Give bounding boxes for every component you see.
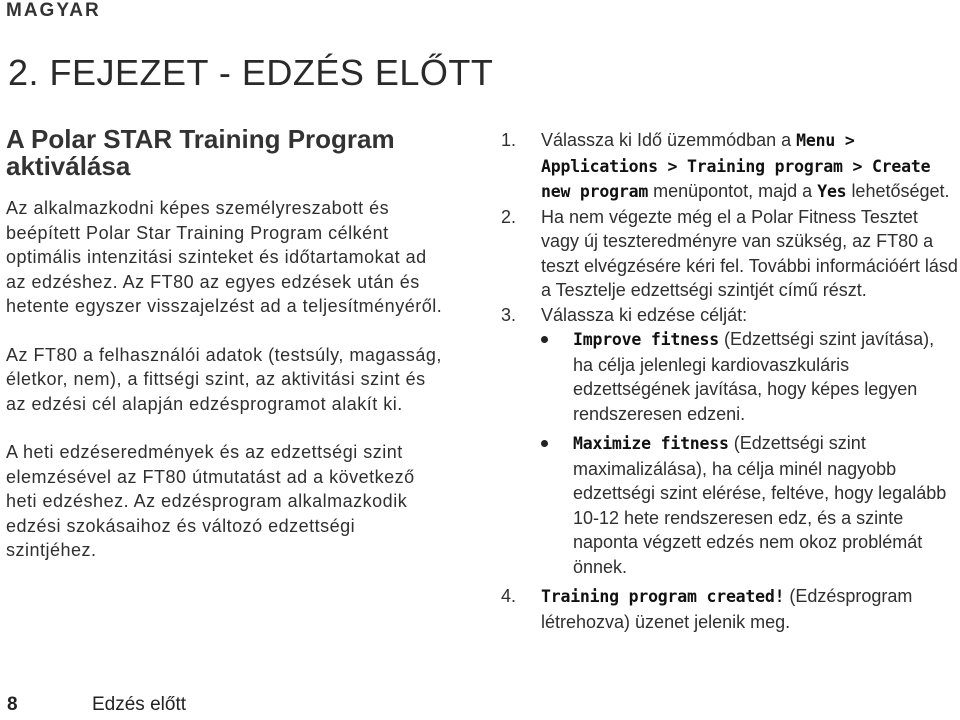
language-label: MAGYAR	[6, 0, 101, 21]
step-1-text-mid: menüpontot, majd a	[653, 181, 813, 201]
step-2	[497, 205, 959, 303]
section-title: A Polar STAR Training Program aktiválása	[6, 124, 395, 181]
page-number: 8	[7, 694, 18, 715]
yes-option: Yes	[817, 182, 847, 201]
intro-paragraph: Az alkalmazkodni képes személyreszabott és beépített Polar Star Training Program célként optimális intenzitási szinteket és időtartamokat ad az edzéshez. Az FT80 az egyes edzések után és hetente egyszer visszajelzést ad a teljesítményéről.	[6, 198, 443, 316]
left-column	[6, 126, 446, 587]
weekly-results-paragraph: A heti edzéseredmények és az edzettségi szint elemzésével az FT80 útmutatást ad a következő heti edzéshez. Az edzésprogram alkalmazkodik edzési szokásaihoz és változó edzettségi szintjéhez.	[6, 442, 415, 560]
step-1-text-end: lehetőséget.	[851, 181, 950, 201]
step-3	[497, 303, 959, 580]
step-4-text: (Edzésprogram létrehozva) üzenet jelenik meg.	[541, 586, 913, 632]
step-number: 3.	[501, 304, 517, 325]
step-3-text: Válassza ki edzése célját:	[541, 304, 748, 325]
step-4	[497, 584, 959, 634]
goal-improve-fitness	[541, 327, 959, 426]
goal-label: Maximize fitness	[573, 434, 729, 453]
goal-label: Improve fitness	[573, 330, 720, 349]
goal-maximize-fitness	[541, 431, 959, 579]
bullet-icon	[541, 336, 548, 343]
user-data-paragraph: Az FT80 a felhasználói adatok (testsúly, magasság, életkor, nem), a fittségi szint, az aktivitási szint és az edzési cél alapján edzésprogramot alakít ki.	[6, 344, 442, 414]
chapter-title: 2. FEJEZET - EDZÉS ELŐTT	[8, 52, 494, 93]
confirmation-message: Training program created!	[541, 587, 785, 606]
instruction-steps	[497, 128, 959, 634]
step-1-text: Válassza ki Idő üzemmódban a	[541, 130, 792, 150]
goal-description: (Edzettségi szint maximalizálása), ha célja minél nagyobb edzettségi szint elérése, feltéve, hogy legalább 10-12 hete rendszeresen edz, és a szinte naponta végzett edzés nem okoz problémát önnek.	[573, 433, 947, 577]
step-2-text: Ha nem végezte még el a Polar Fitness Tesztet vagy új teszteredményre van szükség, az FT80 a teszt elvégzésére kéri fel. További információért lásd a Tesztelje edzettségi szintjét című részt.	[541, 206, 958, 300]
step-number: 1.	[501, 130, 517, 150]
footer-section: Edzés előtt	[92, 694, 186, 715]
step-number: 4.	[501, 586, 517, 606]
menu-path: Menu > Applications > Training program > Create new program	[541, 131, 931, 201]
goal-list	[541, 327, 959, 579]
step-1	[497, 128, 959, 205]
goal-description: (Edzettségi szint javítása), ha célja jelenlegi kardiovaszkuláris edzettségének javítása, hogy képes legyen rendszeresen edzeni.	[573, 329, 935, 424]
bullet-icon	[541, 440, 548, 447]
step-number: 2.	[501, 206, 517, 227]
